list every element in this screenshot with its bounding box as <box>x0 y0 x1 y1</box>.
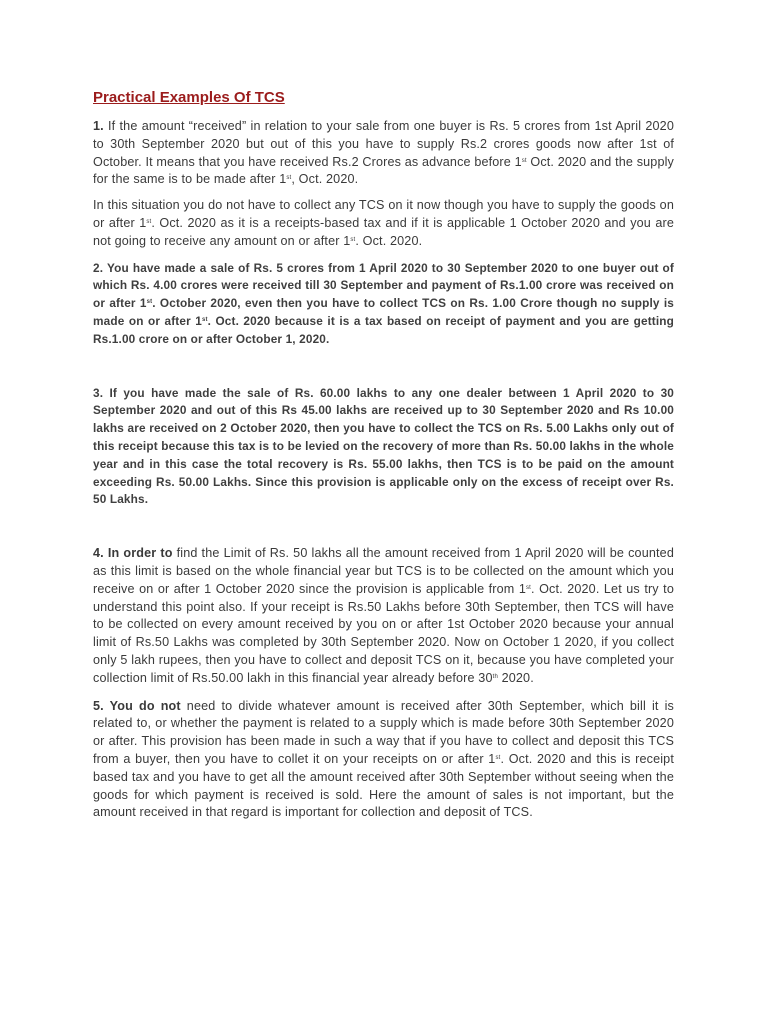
example-4-text-c: 2020. <box>497 670 534 685</box>
ordinal-suffix: st <box>146 299 153 306</box>
ordinal-suffix: st <box>526 584 531 591</box>
example-1-text-c: , Oct. 2020. <box>291 172 359 187</box>
example-4-lead: 4. In order to <box>93 546 173 561</box>
example-1-text-b: Oct. 2020 and the supply for the same is to be made after 1 <box>93 154 675 187</box>
ordinal-suffix: st <box>521 157 527 164</box>
example-1-paragraph <box>93 118 674 189</box>
example-2-text-a: 2. You have made a sale of Rs. 5 crores from 1 April 2020 to 30 September 2020 to one buyer out of which Rs. 4.00 crores were received till 30 September and payment of Rs.1.00 crore was received on or after 1 <box>93 260 674 311</box>
example-1-number: 1. <box>93 119 104 133</box>
example-1-explanation-b: . Oct. 2020 as it is a receipts-based tax and if it is applicable 1 October 2020 and you are not going to receive any amount on or after 1 <box>93 215 674 248</box>
example-4-text-a: find the Limit of Rs. 50 lakhs all the amount received from 1 April 2020 will be counted as this limit is based on the whole financial year but TCS is to be collected on the amount which you receive on or after 1 October 2020 since the provision is applicable from 1 <box>93 546 674 596</box>
example-5-text-b: . Oct. 2020 and this is receipt based tax and you have to get all the amount received after 30th September without seeing when the goods for which payment is received is sold. Here the amount of sales is not important, but the amount received in that regard is important for collection and deposit of TCS. <box>93 751 674 820</box>
example-5-paragraph <box>93 698 674 823</box>
example-2-text-b: . October 2020, even then you have to collect TCS on Rs. 1.00 Crore though no supply is made on or after 1 <box>93 296 674 328</box>
document-title: Practical Examples Of TCS <box>93 89 285 106</box>
document-page <box>93 88 674 822</box>
example-5-text-a: need to divide whatever amount is received after 30th September, which bill it is related to, or whether the payment is related to a supply which is made before 30th September 2020 or after. This provision has been made in such a way that if you have to collect and deposit this TCS from a buyer, then you have to collet it on your receipts on or after 1 <box>93 698 674 766</box>
ordinal-suffix: st <box>201 316 208 323</box>
example-2-text-c: . Oct. 2020 because it is a tax based on receipt of payment and you are getting Rs.1.00 crore on or after October 1, 2020. <box>93 313 675 346</box>
example-1-explanation-a: In this situation you do not have to collect any TCS on it now though you have to supply the goods on or after 1 <box>93 198 674 230</box>
ordinal-suffix: st <box>350 236 356 243</box>
example-4-paragraph <box>93 545 674 687</box>
example-1-explanation-c: . Oct. 2020. <box>355 233 423 248</box>
example-1-explanation <box>93 197 674 250</box>
ordinal-suffix: th <box>492 673 498 680</box>
example-1-text-a: If the amount “received” in relation to your sale from one buyer is Rs. 5 crores from 1st April 2020 to 30th September 2020 but out of this you have to supply Rs.2 crores goods now after 1st of October. It means that you have received Rs.2 Crores as advance before 1 <box>93 119 674 169</box>
example-3-paragraph: 3. If you have made the sale of Rs. 60.00 lakhs to any one dealer between 1 April 2020 to 30 September 2020 and out of this Rs 45.00 lakhs are received up to 30 September 2020 and Rs 10.00 lakhs are received on 2 October 2020, then you have to collect the TCS on Rs. 5.00 Lakhs only out of this receipt because this tax is to be levied on the recovery of more than Rs. 50.00 lakhs in the whole year and in this case the total recovery is Rs. 55.00 lakhs, then TCS is to be paid on the amount exceeding Rs. 50.00 Lakhs. Since this provision is applicable only on the excess of receipt over Rs. 50 Lakhs. <box>93 385 674 507</box>
ordinal-suffix: st <box>495 754 501 761</box>
ordinal-suffix: st <box>146 218 152 225</box>
example-5-lead: 5. You do not <box>93 698 181 713</box>
ordinal-suffix: st <box>286 175 292 182</box>
example-2-paragraph <box>93 260 674 349</box>
example-4-text-b: . Oct. 2020. Let us try to understand this point also. If your receipt is Rs.50 Lakhs before 30th September, then TCS will have to be collected on every amount received by you on or after 1st October 2020 because your annual limit of Rs.50 Lakhs was completed by 30th September 2020. Now on October 1 2020, if you collect only 5 lakh rupees, then you have to collect and deposit TCS on it, because you have completed your collection limit of Rs.50.00 lakh in this financial year already before 30 <box>93 581 674 685</box>
